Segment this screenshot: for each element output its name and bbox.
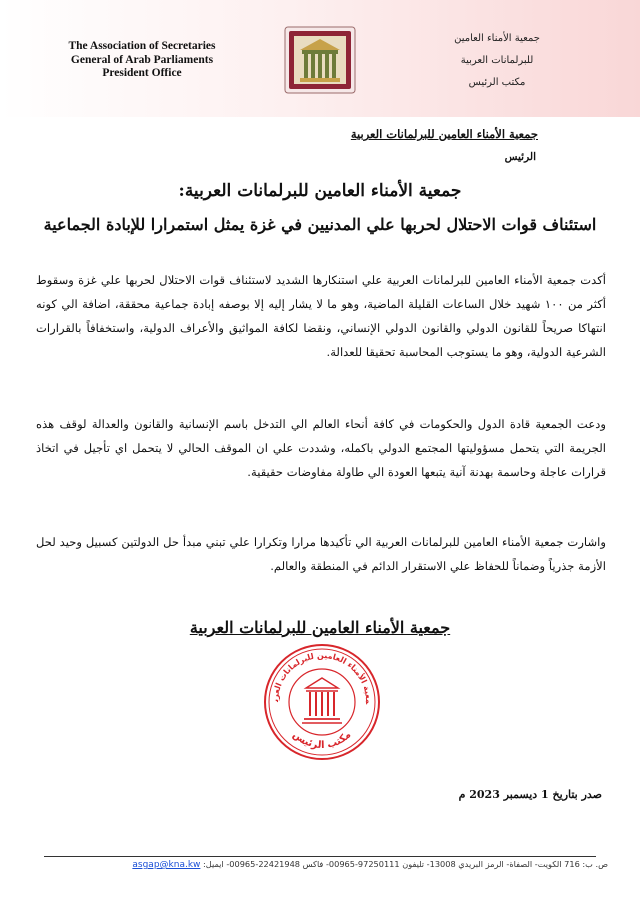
stamp-arc-top-text: معية الأمناء العامين للبرلمانات العرب [270, 650, 374, 705]
english-org-line-2: General of Arab Parliaments [70, 53, 214, 66]
english-letterhead [42, 40, 242, 81]
body-paragraph-2: ودعت الجمعية قادة الدول والحكومات في كافة أنحاء العالم الي التدخل باسم الإنسانية والقانون والعدالة لوقف هذه الجريمة التي يتحمل مسؤوليتها المجتمع الدولي باكمله، وشددت علي ان الموقف الحالي لا يتحمل اي تأجيل في اتخاذ قرارات عاجلة وحاسمة بهدنة آنية يتبعها العودة الي طاولة مفاوضات حقيقية. [36, 417, 606, 479]
statement-title: جمعية الأمناء العامين للبرلمانات العربية: [178, 181, 462, 201]
svg-text:مكتب الرئيس [291, 729, 354, 751]
arabic-org-line-2: للبرلمانات العربية [460, 55, 534, 66]
official-stamp-icon [262, 642, 382, 762]
footer-email-link[interactable]: asgap@kna.kw [132, 860, 201, 870]
recipient-title: الرئيس [504, 151, 536, 163]
body-paragraph-3: واشارت جمعية الأمناء العامين للبرلمانات العربية الي تأكيدها مرارا وتكرارا علي تبني مبدأ حل الدولتين كسبيل وحيد لحل الأزمة جذرياً وضماناً للحفاظ علي الاستقرار الدائم في المنطقة والعالم. [36, 535, 606, 573]
arabic-org-line-1: جمعية الأمناء العامين [454, 33, 540, 44]
footer-divider [44, 856, 596, 857]
issue-date: صدر بتاريخ 1 ديسمبر 2023 م [458, 788, 602, 801]
arabic-office-line: مكتب الرئيس [468, 77, 526, 88]
statement-headline: استئناف قوات الاحتلال لحربها علي المدنيين في غزة يمثل استمرارا للإبادة الجماعية [43, 215, 597, 234]
english-office-line: President Office [102, 67, 182, 79]
svg-text:جمعية الأمناء العامين للبرلمان [262, 642, 373, 705]
english-org-line-1: The Association of Secretaries [68, 40, 216, 52]
stamp-arc-bottom-text: مكتب الرئيس [290, 729, 354, 752]
footer-address: ص. ب: 716 الكويت- الصفاة- الرمز البريدي 13008- تليفون 97250111-00965- فاكس 22421948-00965- ايميل: [203, 859, 608, 869]
recipient-organization: جمعية الأمناء العامين للبرلمانات العربية [350, 127, 538, 141]
association-emblem-icon [284, 26, 356, 94]
signature-title: جمعية الأمناء العامين للبرلمانات العربية [189, 618, 451, 637]
arabic-letterhead [422, 28, 572, 94]
body-paragraph-1: أكدت جمعية الأمناء العامين للبرلمانات العربية علي استنكارها الشديد لاستئناف قوات الاحتلال لحربها علي غزة وسقوط أكثر من ١٠٠ شهيد خلال الساعات القليلة الماضية، وهو ما لا يشار إليه إلا بوصفه إبادة جماعية محققة، اضافة الي كونه انتهاكا صريحاً للقانون الدولي والقانون الدولي الإنساني، ونقضا لكافة المواثيق والأعراف الدولية، واستخفافاً بالقرارات الشرعية الدولية، وهو ما يستوجب المحاسبة تحقيقا للعدالة. [36, 273, 606, 359]
footer-contact [132, 859, 608, 870]
